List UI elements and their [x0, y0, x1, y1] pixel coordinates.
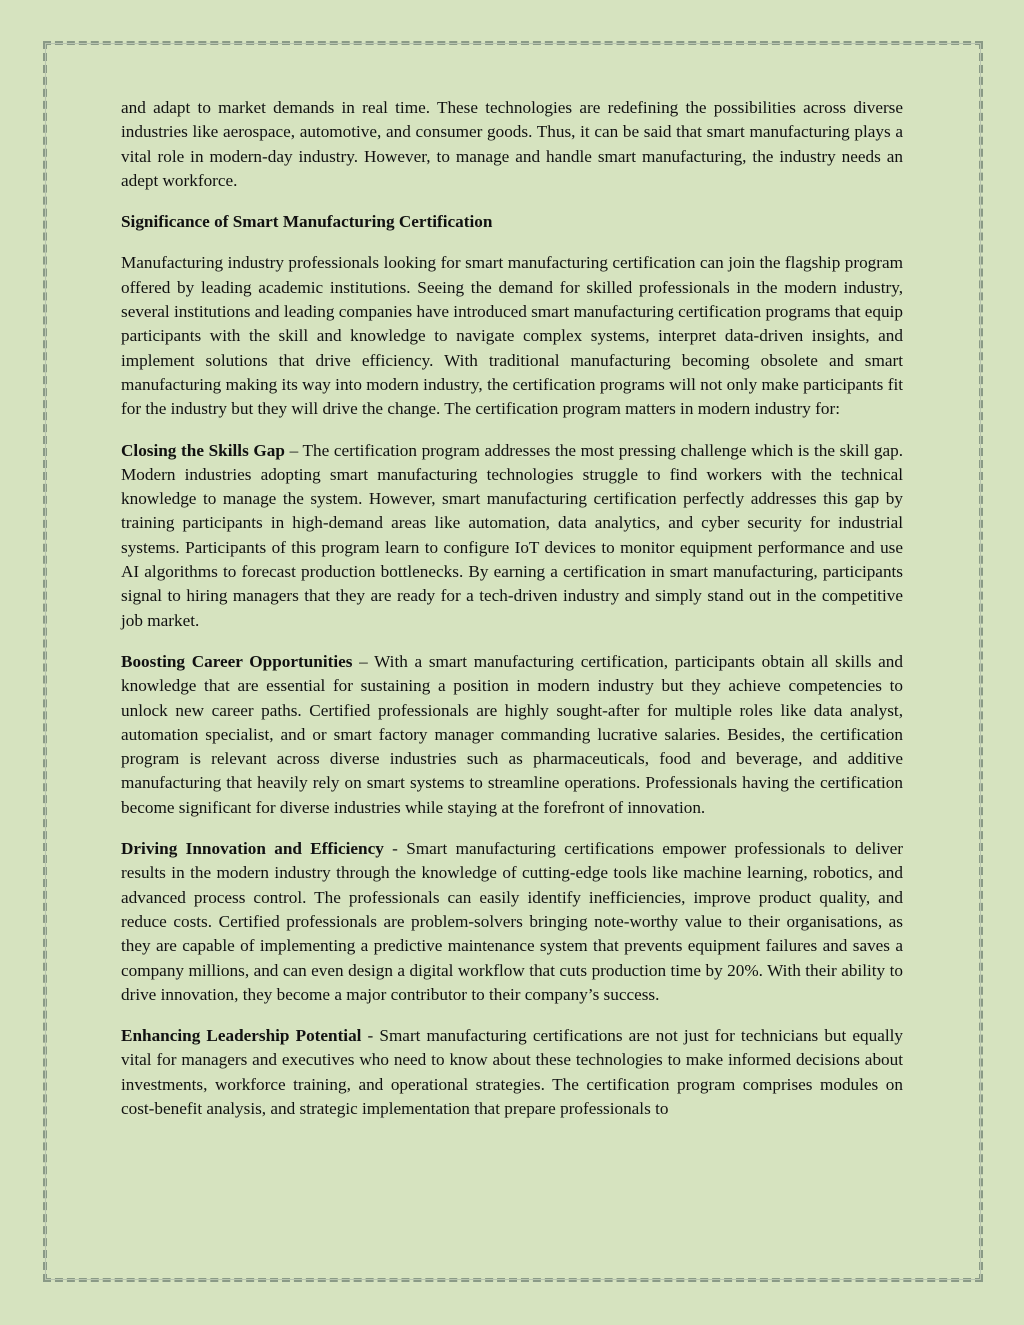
point-text: - Smart manufacturing certifications are not just for technicians but equally vital for managers and executives who need to know about these technologies to make informed decisions about investments, workforce training, and operational strategies. The certification program comprises modules on cost-benefit analysis, and strategic implementation that prepare professionals to — [121, 1026, 903, 1118]
point-leadership-potential — [121, 1024, 903, 1121]
intro-paragraph: and adapt to market demands in real time. These technologies are redefining the possibilities across diverse industries like aerospace, automotive, and consumer goods. Thus, it can be said that smart manufacturing plays a vital role in modern-day industry. However, to manage and handle smart manufacturing, the industry needs an adept workforce. — [121, 98, 903, 190]
point-text: - Smart manufacturing certifications empower professionals to deliver results in the modern industry through the knowledge of cutting-edge tools like machine learning, robotics, and advanced process control. The professionals can easily identify inefficiencies, improve product quality, and reduce costs. Certified professionals are problem-solvers bringing note-worthy value to their organisations, as they are capable of implementing a predictive maintenance system that prevents equipment failures and saves a company millions, and can even design a digital workflow that cuts production time by 20%. With their ability to drive innovation, they become a major contributor to their company’s success. — [121, 839, 903, 1004]
point-title: Enhancing Leadership Potential — [121, 1026, 362, 1046]
section-paragraph: Manufacturing industry professionals looking for smart manufacturing certification can join the flagship program offered by leading academic institutions. Seeing the demand for skilled professionals in the modern industry, several institutions and leading companies have introduced smart manufacturing certification programs that equip participants with the skill and knowledge to navigate complex systems, interpret data-driven insights, and implement solutions that drive efficiency. With traditional manufacturing becoming obsolete and smart manufacturing making its way into modern industry, the certification programs will not only make participants fit for the industry but they will drive the change. The certification program matters in modern industry for: — [121, 253, 903, 419]
point-skills-gap — [121, 439, 903, 633]
point-career-opportunities — [121, 650, 903, 820]
point-title: Boosting Career Opportunities — [121, 651, 353, 671]
document-body — [121, 96, 903, 1138]
point-text: – With a smart manufacturing certification, participants obtain all skills and knowledge that are essential for sustaining a position in modern industry but they achieve competencies to unlock new career paths. Certified professionals are highly sought-after for multiple roles like data analyst, automation specialist, and or smart factory manager commanding lucrative salaries. Besides, the certification program is relevant across diverse industries such as pharmaceuticals, food and beverage, and additive manufacturing that heavily rely on smart systems to streamline operations. Professionals having the certification become significant for diverse industries while staying at the forefront of innovation. — [121, 651, 903, 817]
point-title: Closing the Skills Gap — [121, 440, 285, 460]
point-innovation-efficiency — [121, 837, 903, 1007]
point-title: Driving Innovation and Efficiency — [121, 839, 384, 859]
section-heading: Significance of Smart Manufacturing Certification — [121, 212, 493, 232]
point-text: – The certification program addresses the most pressing challenge which is the skill gap. Modern industries adopting smart manufacturing technologies struggle to find workers with the technical knowledge to manage the system. However, smart manufacturing certification perfectly addresses this gap by training participants in high-demand areas like automation, data analytics, and cyber security for industrial systems. Participants of this program learn to configure IoT devices to monitor equipment performance and use AI algorithms to forecast production bottlenecks. By earning a certification in smart manufacturing, participants signal to hiring managers that they are ready for a tech-driven industry and simply stand out in the competitive job market. — [121, 440, 903, 630]
